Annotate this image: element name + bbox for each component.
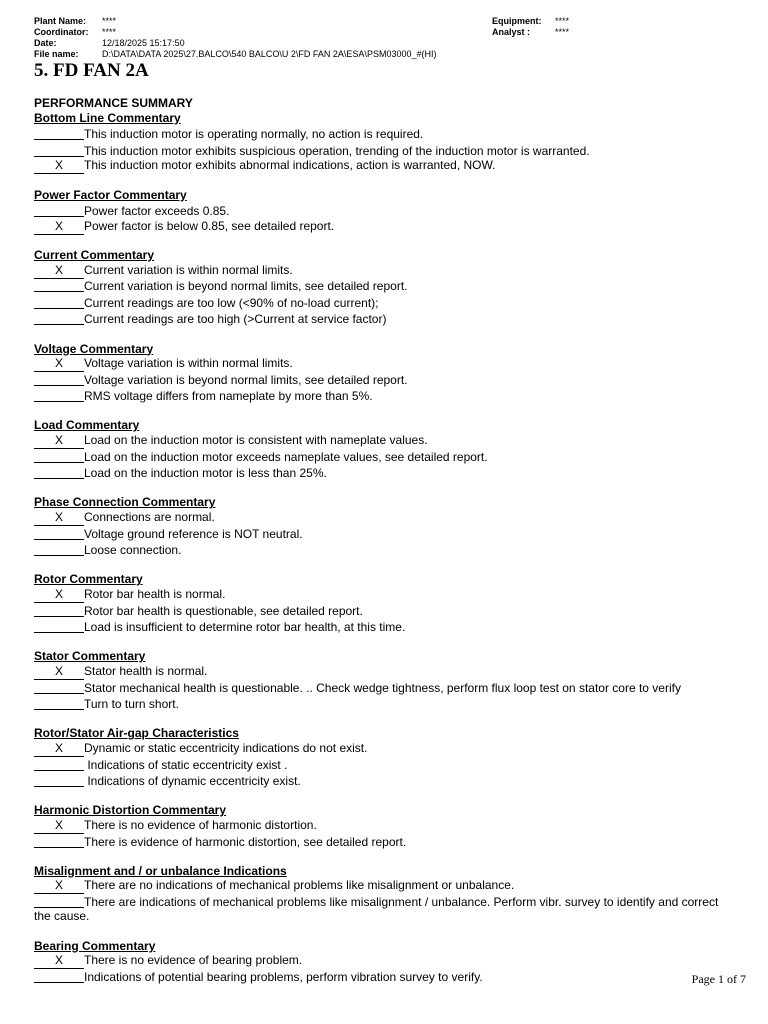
checklist-item <box>34 602 724 619</box>
date-label: Date: <box>34 38 57 48</box>
check-mark-blank <box>34 218 84 235</box>
checklist-item <box>34 695 724 712</box>
header-row-file <box>34 49 734 60</box>
check-mark-blank <box>34 262 84 279</box>
section-title: Harmonic Distortion Commentary <box>34 803 227 818</box>
item-text: Power factor exceeds 0.85. <box>84 204 230 219</box>
item-text: Turn to turn short. <box>84 697 179 712</box>
commentary-section <box>34 495 724 557</box>
check-mark-blank <box>34 144 84 157</box>
report-header <box>34 16 734 60</box>
check-mark: X <box>54 587 63 601</box>
checklist-item <box>34 893 724 924</box>
checklist-item <box>34 664 724 679</box>
checklist-item <box>34 125 724 142</box>
commentary-section <box>34 111 724 173</box>
equipment-label: Equipment: <box>492 16 542 26</box>
check-mark-blank <box>34 681 84 694</box>
section-title: Stator Commentary <box>34 649 146 664</box>
check-mark-blank <box>34 620 84 633</box>
item-text: There are indications of mechanical problems like misalignment / unbalance. Perform vibr. survey to identify and correct the cause. <box>34 894 719 924</box>
commentary-section <box>34 939 724 985</box>
section-title: Bottom Line Commentary <box>34 110 181 125</box>
item-text: Load is insufficient to determine rotor bar health, at this time. <box>84 620 406 635</box>
section-title: Misalignment and / or unbalance Indications <box>34 863 287 878</box>
page-number: Page 1 of 7 <box>691 972 746 986</box>
item-text: Indications of potential bearing problems, perform vibration survey to verify. <box>84 969 483 984</box>
item-text: This induction motor is operating normally, no action is required. <box>84 127 424 142</box>
header-row-plant <box>34 16 734 27</box>
check-mark-blank <box>34 878 84 894</box>
section-title: Power Factor Commentary <box>34 187 187 202</box>
checklist-item <box>34 525 724 542</box>
check-mark: X <box>54 510 63 525</box>
check-mark: X <box>54 817 63 832</box>
check-mark-blank <box>34 587 84 603</box>
checklist-item <box>34 142 724 159</box>
page-title: 5. FD FAN 2A <box>34 60 149 81</box>
item-text: There is no evidence of bearing problem. <box>84 953 303 968</box>
item-text: Load on the induction motor exceeds nameplate values, see detailed report. <box>84 449 488 464</box>
item-text: There is no evidence of harmonic distortion. <box>84 817 317 832</box>
check-mark-blank <box>34 953 84 969</box>
commentary-sections <box>34 111 724 985</box>
commentary-section <box>34 726 724 788</box>
check-mark-blank <box>34 604 84 617</box>
checklist-item <box>34 541 724 558</box>
check-mark: X <box>54 433 63 448</box>
check-mark: X <box>54 158 63 173</box>
checklist-item <box>34 818 724 833</box>
section-title: Rotor/Stator Air-gap Characteristics <box>34 726 239 741</box>
check-mark-blank <box>34 543 84 556</box>
item-text: There are no indications of mechanical problems like misalignment or unbalance. <box>84 878 515 893</box>
section-title: Bearing Commentary <box>34 938 156 953</box>
item-text: Load on the induction motor is less than 25%. <box>84 466 327 481</box>
check-mark-blank <box>34 356 84 372</box>
check-mark: X <box>54 262 63 277</box>
check-mark-blank <box>34 527 84 540</box>
checklist-item <box>34 387 724 404</box>
performance-summary-heading: PERFORMANCE SUMMARY <box>34 96 193 110</box>
item-text: Current variation is within normal limits. <box>84 262 293 277</box>
checklist-item <box>34 968 724 985</box>
file-name-label: File name: <box>34 49 79 59</box>
checklist-item <box>34 158 724 173</box>
item-text: Power factor is below 0.85, see detailed report. <box>84 218 335 233</box>
check-mark-blank <box>34 433 84 449</box>
check-mark-blank <box>34 312 84 325</box>
checklist-item <box>34 433 724 448</box>
commentary-section <box>34 418 724 480</box>
item-text: This induction motor exhibits suspicious operation, trending of the induction motor is warranted. <box>84 143 590 158</box>
item-text: There is evidence of harmonic distortion, see detailed report. <box>84 834 407 849</box>
check-mark: X <box>54 663 63 678</box>
section-title: Current Commentary <box>34 247 155 262</box>
performance-summary <box>34 96 724 999</box>
item-text: Stator health is normal. <box>84 663 208 678</box>
item-text: Dynamic or static eccentricity indications do not exist. <box>84 740 368 755</box>
check-mark: X <box>54 953 63 968</box>
item-text: Current variation is beyond normal limits, see detailed report. <box>84 279 408 294</box>
checklist-item <box>34 202 724 219</box>
check-mark-blank <box>34 697 84 710</box>
check-mark-blank <box>34 510 84 526</box>
commentary-section <box>34 342 724 404</box>
checklist-item <box>34 464 724 481</box>
checklist-item <box>34 618 724 635</box>
item-text: Current readings are too high (>Current at service factor) <box>84 312 387 327</box>
section-title: Load Commentary <box>34 418 140 433</box>
checklist-item <box>34 953 724 968</box>
item-text: Voltage variation is within normal limits. <box>84 356 293 371</box>
section-title: Rotor Commentary <box>34 572 143 587</box>
check-mark-blank <box>34 279 84 292</box>
date-value: 12/18/2025 15:17:50 <box>102 38 185 48</box>
checklist-item <box>34 294 724 311</box>
analyst-value: **** <box>555 27 570 37</box>
check-mark-blank <box>34 158 84 174</box>
check-mark-blank <box>34 127 84 140</box>
checklist-item <box>34 756 724 773</box>
commentary-section <box>34 649 724 711</box>
check-mark-blank <box>34 663 84 680</box>
item-text: RMS voltage differs from nameplate by more than 5%. <box>84 389 373 404</box>
item-text: This induction motor exhibits abnormal indications, action is warranted, NOW. <box>84 158 496 173</box>
item-text: Stator mechanical health is questionable. .. Check wedge tightness, perform flux loop test on stator core to verify <box>84 680 681 695</box>
check-mark-blank <box>34 450 84 463</box>
checklist-item <box>34 448 724 465</box>
item-text: Load on the induction motor is consistent with nameplate values. <box>84 433 428 448</box>
check-mark: X <box>54 740 63 755</box>
file-name-value: D:\DATA\DATA 2025\27.BALCO\540 BALCO\U 2\FD FAN 2A\ESA\PSM03000_#(HI) <box>102 49 437 59</box>
check-mark-blank <box>34 895 84 908</box>
commentary-section <box>34 803 724 849</box>
item-text: Loose connection. <box>84 543 182 558</box>
checklist-item <box>34 219 724 234</box>
checklist-item <box>34 587 724 602</box>
check-mark-blank <box>34 774 84 787</box>
commentary-section <box>34 248 724 327</box>
check-mark: X <box>54 356 63 371</box>
check-mark-blank <box>34 389 84 402</box>
checklist-item <box>34 679 724 696</box>
checklist-item <box>34 356 724 371</box>
checklist-item <box>34 510 724 525</box>
header-row-date <box>34 38 734 49</box>
commentary-section <box>34 188 724 234</box>
item-text: Current readings are too low (<90% of no-load current); <box>84 295 379 310</box>
check-mark: X <box>54 218 63 233</box>
item-text: Rotor bar health is normal. <box>84 587 226 601</box>
check-mark-blank <box>34 835 84 848</box>
check-mark-blank <box>34 817 84 834</box>
checklist-item <box>34 277 724 294</box>
equipment-value: **** <box>555 16 570 26</box>
check-mark-blank <box>34 758 84 771</box>
coordinator-value: **** <box>102 27 117 37</box>
item-text: Indications of static eccentricity exist . <box>84 757 288 772</box>
header-row-coordinator <box>34 27 734 38</box>
commentary-section <box>34 572 724 634</box>
item-text: Indications of dynamic eccentricity exist. <box>84 774 301 789</box>
checklist-item <box>34 310 724 327</box>
analyst-label: Analyst : <box>492 27 531 37</box>
check-mark: X <box>54 878 63 893</box>
check-mark-blank <box>34 970 84 983</box>
check-mark-blank <box>34 296 84 309</box>
checklist-item <box>34 833 724 850</box>
checklist-item <box>34 741 724 756</box>
plant-name-label: Plant Name: <box>34 16 87 26</box>
checklist-item <box>34 263 724 278</box>
item-text: Voltage variation is beyond normal limits, see detailed report. <box>84 372 408 387</box>
checklist-item <box>34 371 724 388</box>
item-text: Connections are normal. <box>84 510 215 525</box>
check-mark-blank <box>34 204 84 217</box>
check-mark-blank <box>34 373 84 386</box>
commentary-section <box>34 864 724 924</box>
checklist-item <box>34 878 724 893</box>
item-text: Rotor bar health is questionable, see detailed report. <box>84 603 363 618</box>
section-title: Voltage Commentary <box>34 341 154 356</box>
section-title: Phase Connection Commentary <box>34 495 216 510</box>
check-mark-blank <box>34 466 84 479</box>
coordinator-label: Coordinator: <box>34 27 89 37</box>
checklist-item <box>34 772 724 789</box>
check-mark-blank <box>34 740 84 757</box>
plant-name-value: **** <box>102 16 117 26</box>
item-text: Voltage ground reference is NOT neutral. <box>84 526 303 541</box>
